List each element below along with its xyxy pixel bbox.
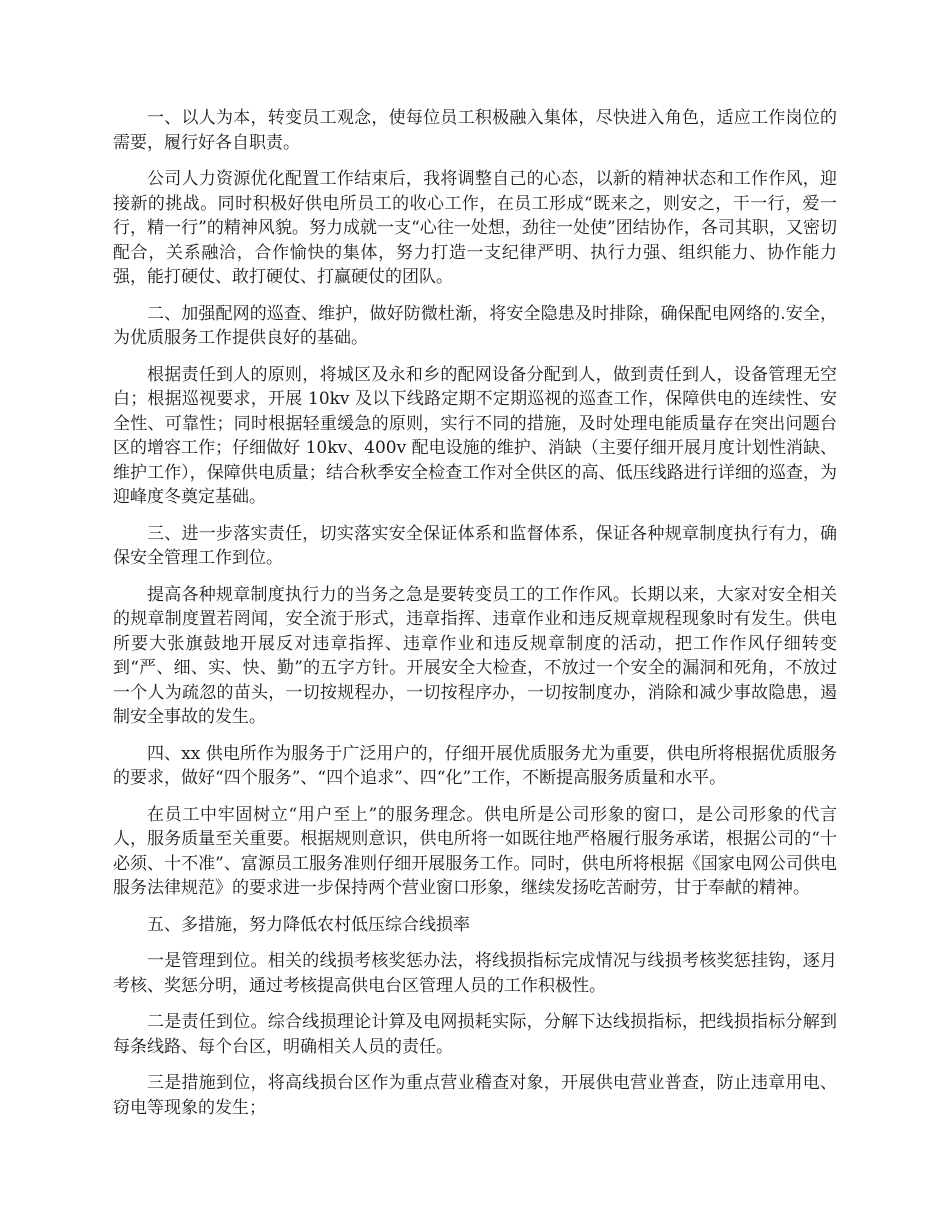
paragraph-7: 四、xx 供电所作为服务于广泛用户的，仔细开展优质服务尤为重要，供电所将根据优质服务的要求，做好“四个服务”、“四个追求”、四“化”工作，不断提高服务质量和水平。 (113, 743, 837, 788)
paragraph-5: 三、进一步落实责任，切实落实安全保证体系和监督体系，保证各种规章制度执行有力，确保安全管理工作到位。 (113, 523, 837, 568)
paragraph-3: 二、加强配网的巡查、维护，做好防微杜渐，将安全隐患及时排除，确保配电网络的.安全，为优质服务工作提供良好的基础。 (113, 303, 837, 348)
paragraph-10: 一是管理到位。相关的线损考核奖惩办法，将线损指标完成情况与线损考核奖惩挂钩，逐月考核、奖惩分明，通过考核提高供电台区管理人员的工作积极性。 (113, 951, 837, 996)
paragraph-2: 公司人力资源优化配置工作结束后，我将调整自己的心态，以新的精神状态和工作作风，迎接新的挑战。同时积极好供电所员工的收心工作，在员工形成“既来之，则安之，干一行，爱一行，精一行”的精神风貌。努力成就一支“心往一处想，劲往一处使”团结协作，各司其职，又密切配合，关系融洽，合作愉快的集体，努力打造一支纪律严明、执行力强、组织能力、协作能力强，能打硬仗、敢打硬仗、打赢硬仗的团队。 (113, 169, 837, 287)
paragraph-4: 根据责任到人的原则，将城区及永和乡的配网设备分配到人，做到责任到人，设备管理无空白；根据巡视要求，开展 10kv 及以下线路定期不定期巡视的巡查工作，保障供电的连续性、安全性、可靠性；同时根据轻重缓急的原则，实行不同的措施，及时处理电能质量存在突出问题台区的增容工作；仔细做好 10kv、400v 配电设施的维护、消缺（主要仔细开展月度计划性消缺、维护工作），保障供电质量；结合秋季安全检查工作对全供区的高、低压线路进行详细的巡查，为迎峰度冬奠定基础。 (113, 364, 837, 507)
paragraph-1: 一、以人为本，转变员工观念，使每位员工积极融入集体，尽快进入角色，适应工作岗位的需要，履行好各自职责。 (113, 108, 837, 153)
paragraph-11: 二是责任到位。综合线损理论计算及电网损耗实际，分解下达线损指标，把线损指标分解到每条线路、每个台区，明确相关人员的责任。 (113, 1012, 837, 1057)
paragraph-12: 三是措施到位，将高线损台区作为重点营业稽查对象，开展供电营业普查，防止违章用电、窃电等现象的发生； (113, 1073, 837, 1118)
paragraph-8: 在员工中牢固树立“用户至上”的服务理念。供电所是公司形象的窗口，是公司形象的代言人，服务质量至关重要。根据规则意识，供电所将一如既往地严格履行服务承诺，根据公司的“十必须、十不准”、富源员工服务准则仔细开展服务工作。同时，供电所将根据《国家电网公司供电服务法律规范》的要求进一步保持两个营业窗口形象，继续发扬吃苦耐劳，甘于奉献的精神。 (113, 804, 837, 898)
document-body (113, 106, 837, 1132)
paragraph-6: 提高各种规章制度执行力的当务之急是要转变员工的工作作风。长期以来，大家对安全相关的规章制度置若罔闻，安全流于形式，违章指挥、违章作业和违反规章规程现象时有发生。供电所要大张旗鼓地开展反对违章指挥、违章作业和违反规章制度的活动，把工作作风仔细转变到“严、细、实、快、勤”的五字方针。开展安全大检查，不放过一个安全的漏洞和死角，不放过一个人为疏忽的苗头，一切按规程办，一切按程序办，一切按制度办，消除和减少事故隐患，遏制安全事故的发生。 (113, 584, 837, 727)
paragraph-9: 五、多措施，努力降低农村低压综合线损率 (147, 914, 470, 935)
